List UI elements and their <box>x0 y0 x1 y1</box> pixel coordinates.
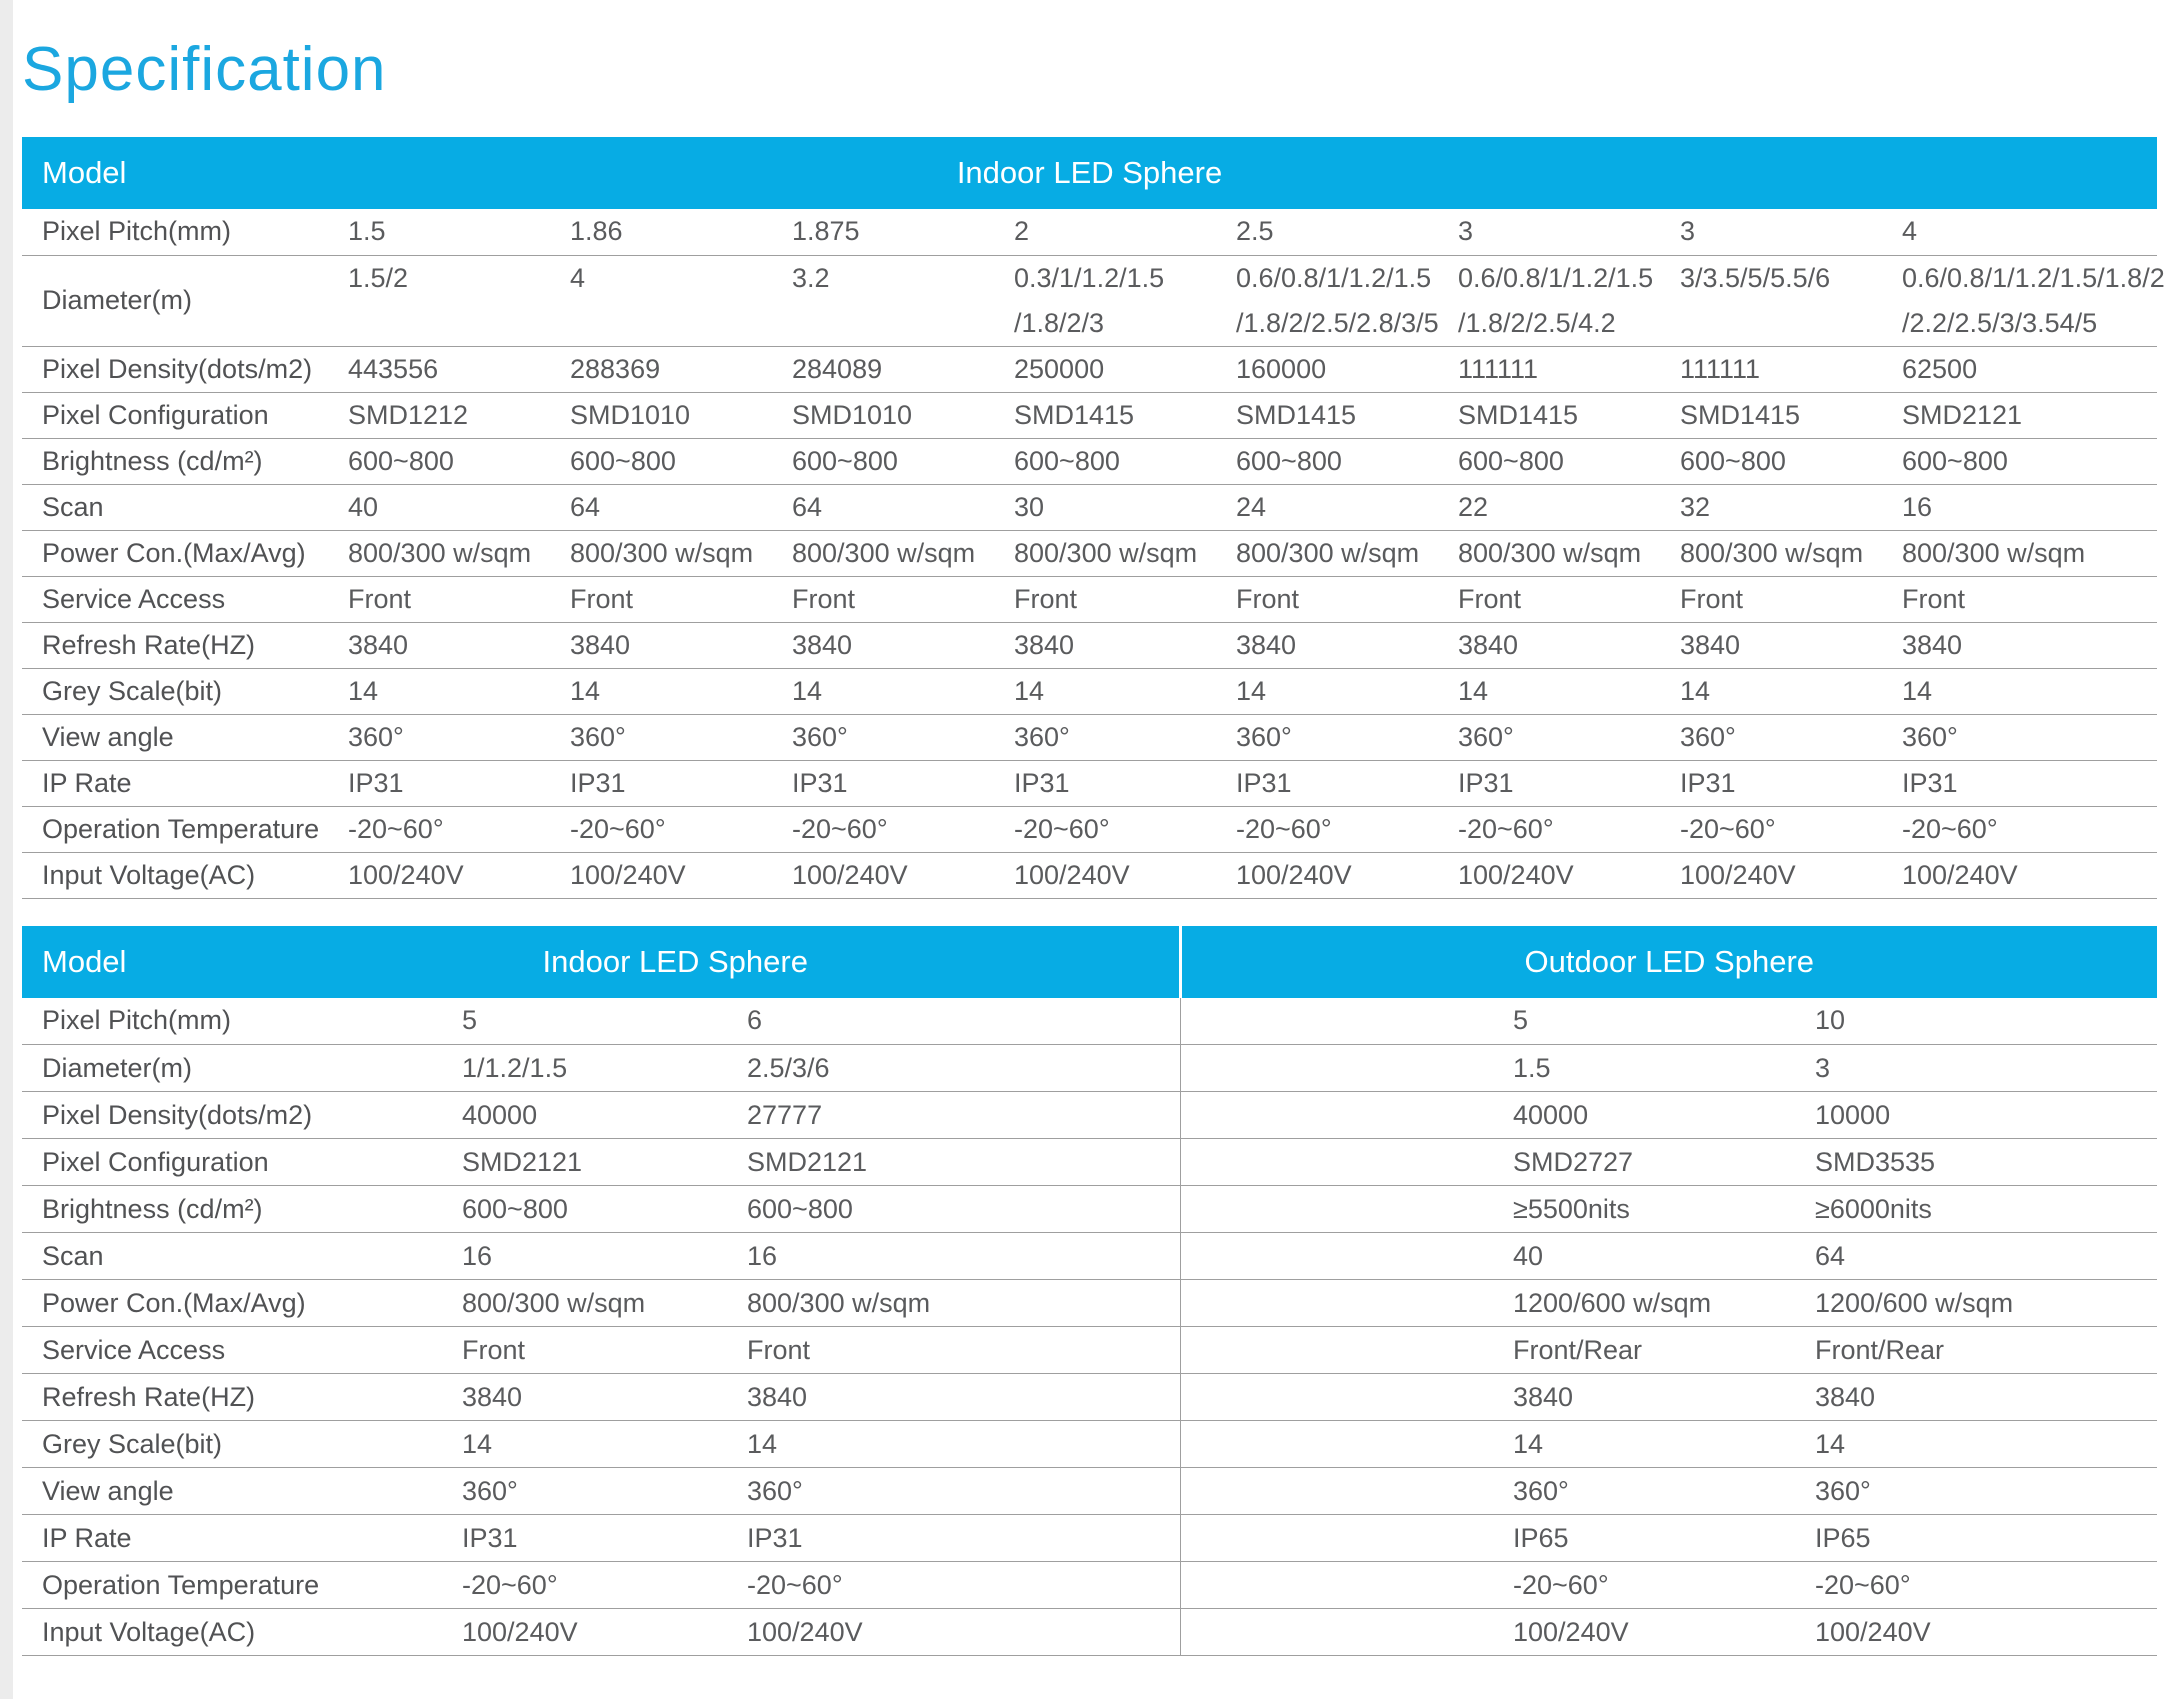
indoor-value-cell: IP31 <box>747 1515 1180 1562</box>
value-cell: Front <box>1014 576 1236 622</box>
row-label: Power Con.(Max/Avg) <box>22 530 348 576</box>
value-cell: 250000 <box>1014 346 1236 392</box>
outdoor-value-cell: ≥5500nits <box>1513 1186 1815 1233</box>
value-cell: 600~800 <box>570 438 792 484</box>
value-cell: 14 <box>1680 668 1902 714</box>
outdoor-value-cell: 1.5 <box>1513 1045 1815 1092</box>
table1-header-row <box>22 137 2157 209</box>
value-cell: Front <box>1458 576 1680 622</box>
value-cell: 100/240V <box>1458 852 1680 898</box>
outdoor-value-cell: 3 <box>1815 1045 2157 1092</box>
value-cell: 3840 <box>570 622 792 668</box>
divider-cell <box>1180 1186 1513 1233</box>
value-cell: Front <box>1902 576 2157 622</box>
divider-cell <box>1180 1280 1513 1327</box>
indoor-value-cell: 800/300 w/sqm <box>747 1280 1180 1327</box>
row-label: Scan <box>22 1233 462 1280</box>
value-cell: IP31 <box>1014 760 1236 806</box>
divider-cell <box>1180 1139 1513 1186</box>
value-cell <box>792 255 1014 346</box>
indoor-led-sphere-header: Indoor LED Sphere <box>542 943 808 979</box>
row-refresh-rate <box>22 1374 2157 1421</box>
value-cell: SMD1010 <box>570 392 792 438</box>
divider-cell <box>1180 1562 1513 1609</box>
row-pixel-pitch <box>22 209 2157 255</box>
outdoor-value-cell: 3840 <box>1513 1374 1815 1421</box>
value-cell: 800/300 w/sqm <box>1458 530 1680 576</box>
row-label: Input Voltage(AC) <box>22 1609 462 1656</box>
row-input-voltage <box>22 852 2157 898</box>
indoor-value-cell: 5 <box>462 998 747 1045</box>
value-cell: 64 <box>570 484 792 530</box>
row-service-access <box>22 1327 2157 1374</box>
divider-cell <box>1180 1468 1513 1515</box>
row-refresh-rate <box>22 622 2157 668</box>
value-cell: SMD1010 <box>792 392 1014 438</box>
outdoor-value-cell: 5 <box>1513 998 1815 1045</box>
outdoor-value-cell: IP65 <box>1513 1515 1815 1562</box>
divider-cell <box>1180 1515 1513 1562</box>
value-cell: 3840 <box>1458 622 1680 668</box>
value-cell: 600~800 <box>348 438 570 484</box>
value-cell <box>1014 255 1236 346</box>
value-line: /1.8/2/2.5/2.8/3/5 <box>1236 307 1439 338</box>
indoor-value-cell: 3840 <box>462 1374 747 1421</box>
value-cell: IP31 <box>1902 760 2157 806</box>
indoor-value-cell: 16 <box>747 1233 1180 1280</box>
value-cell: 3840 <box>1902 622 2157 668</box>
value-cell <box>1236 255 1458 346</box>
indoor-sphere-spec-table <box>22 137 2165 899</box>
value-cell: SMD2121 <box>1902 392 2157 438</box>
indoor-outdoor-spec-table <box>22 926 2157 1657</box>
value-cell: 3 <box>1458 209 1680 255</box>
row-label: Refresh Rate(HZ) <box>22 1374 462 1421</box>
outdoor-value-cell: 10000 <box>1815 1092 2157 1139</box>
outdoor-value-cell: 10 <box>1815 998 2157 1045</box>
value-cell: 360° <box>348 714 570 760</box>
row-grey-scale <box>22 668 2157 714</box>
row-power-consumption <box>22 1280 2157 1327</box>
row-label: Diameter(m) <box>22 255 348 346</box>
value-line: /2.2/2.5/3/3.54/5 <box>1902 307 2098 338</box>
outdoor-value-cell: 3840 <box>1815 1374 2157 1421</box>
row-label: Power Con.(Max/Avg) <box>22 1280 462 1327</box>
outdoor-value-cell: 14 <box>1815 1421 2157 1468</box>
model-header-label: Model <box>42 943 127 979</box>
row-label: Pixel Pitch(mm) <box>22 998 462 1045</box>
indoor-value-cell: Front <box>462 1327 747 1374</box>
value-cell: 3840 <box>792 622 1014 668</box>
indoor-value-cell: 800/300 w/sqm <box>462 1280 747 1327</box>
value-line: 0.6/0.8/1/1.2/1.5 <box>1236 262 1432 293</box>
indoor-value-cell: 27777 <box>747 1092 1180 1139</box>
divider-cell <box>1180 998 1513 1045</box>
row-diameter <box>22 255 2157 346</box>
row-label: Operation Temperature <box>22 1562 462 1609</box>
value-cell: Front <box>570 576 792 622</box>
row-label: Operation Temperature <box>22 806 348 852</box>
value-line <box>348 301 570 346</box>
value-cell: 111111 <box>1680 346 1902 392</box>
outdoor-value-cell: Front/Rear <box>1513 1327 1815 1374</box>
row-brightness <box>22 1186 2157 1233</box>
row-scan <box>22 1233 2157 1280</box>
value-line: /1.8/2/3 <box>1014 307 1105 338</box>
row-label: Grey Scale(bit) <box>22 668 348 714</box>
indoor-value-cell: -20~60° <box>747 1562 1180 1609</box>
value-cell: 14 <box>1902 668 2157 714</box>
value-cell: 100/240V <box>1680 852 1902 898</box>
value-cell: 111111 <box>1458 346 1680 392</box>
outdoor-value-cell: 40 <box>1513 1233 1815 1280</box>
value-cell <box>348 255 570 346</box>
value-cell: Front <box>348 576 570 622</box>
row-operation-temperature <box>22 1562 2157 1609</box>
indoor-value-cell: 100/240V <box>747 1609 1180 1656</box>
value-line: 3/3.5/5/5.5/6 <box>1680 262 1831 293</box>
row-pixel-configuration <box>22 392 2157 438</box>
page-edge-strip <box>0 0 13 1699</box>
indoor-value-cell: 600~800 <box>747 1186 1180 1233</box>
value-cell: 800/300 w/sqm <box>570 530 792 576</box>
value-cell: IP31 <box>792 760 1014 806</box>
value-cell <box>1902 255 2165 346</box>
value-cell: Front <box>792 576 1014 622</box>
value-cell: -20~60° <box>792 806 1014 852</box>
row-pixel-pitch <box>22 998 2157 1045</box>
value-cell: 288369 <box>570 346 792 392</box>
value-cell: 2 <box>1014 209 1236 255</box>
table2-indoor-header-cell <box>22 926 1180 998</box>
outdoor-value-cell: -20~60° <box>1815 1562 2157 1609</box>
value-cell: 600~800 <box>1902 438 2157 484</box>
outdoor-value-cell: 1200/600 w/sqm <box>1513 1280 1815 1327</box>
indoor-value-cell: IP31 <box>462 1515 747 1562</box>
value-cell: -20~60° <box>1902 806 2157 852</box>
row-label: Refresh Rate(HZ) <box>22 622 348 668</box>
value-cell: 284089 <box>792 346 1014 392</box>
value-line <box>1680 301 1902 346</box>
indoor-led-sphere-header: Indoor LED Sphere <box>956 155 1223 190</box>
value-cell: SMD1415 <box>1458 392 1680 438</box>
row-view-angle <box>22 714 2157 760</box>
row-label: Input Voltage(AC) <box>22 852 348 898</box>
value-cell: Front <box>1680 576 1902 622</box>
value-cell: IP31 <box>570 760 792 806</box>
indoor-value-cell: Front <box>747 1327 1180 1374</box>
value-cell: 3840 <box>348 622 570 668</box>
row-service-access <box>22 576 2157 622</box>
row-label: Service Access <box>22 576 348 622</box>
value-cell: 100/240V <box>1236 852 1458 898</box>
value-cell: 800/300 w/sqm <box>1236 530 1458 576</box>
outdoor-value-cell: 360° <box>1513 1468 1815 1515</box>
value-cell: 14 <box>1236 668 1458 714</box>
indoor-value-cell: 3840 <box>747 1374 1180 1421</box>
value-cell: SMD1415 <box>1014 392 1236 438</box>
value-cell: 3840 <box>1014 622 1236 668</box>
value-cell <box>1458 255 1680 346</box>
value-cell: -20~60° <box>1680 806 1902 852</box>
divider-cell <box>1180 1609 1513 1656</box>
row-label: Diameter(m) <box>22 1045 462 1092</box>
divider-cell <box>1180 1327 1513 1374</box>
model-header-label: Model <box>42 155 127 190</box>
divider-cell <box>1180 1374 1513 1421</box>
value-cell: 22 <box>1458 484 1680 530</box>
indoor-value-cell: SMD2121 <box>462 1139 747 1186</box>
value-cell: 360° <box>1236 714 1458 760</box>
value-cell: 16 <box>1902 484 2157 530</box>
value-cell: 600~800 <box>1014 438 1236 484</box>
row-pixel-density <box>22 346 2157 392</box>
page-title: Specification <box>22 35 387 104</box>
value-cell: 40 <box>348 484 570 530</box>
outdoor-value-cell: 100/240V <box>1815 1609 2157 1656</box>
value-cell: 600~800 <box>792 438 1014 484</box>
value-cell: 2.5 <box>1236 209 1458 255</box>
outdoor-value-cell: 64 <box>1815 1233 2157 1280</box>
value-cell <box>570 255 792 346</box>
value-line: 3.2 <box>792 262 830 293</box>
value-line: 0.6/0.8/1/1.2/1.5/1.8/2 <box>1902 262 2165 293</box>
row-label: Pixel Density(dots/m2) <box>22 346 348 392</box>
outdoor-value-cell: Front/Rear <box>1815 1327 2157 1374</box>
indoor-value-cell: 360° <box>747 1468 1180 1515</box>
value-cell: -20~60° <box>570 806 792 852</box>
value-cell: 14 <box>570 668 792 714</box>
outdoor-value-cell: 100/240V <box>1513 1609 1815 1656</box>
row-label: Brightness (cd/m²) <box>22 1186 462 1233</box>
indoor-value-cell: 100/240V <box>462 1609 747 1656</box>
value-cell: 100/240V <box>792 852 1014 898</box>
value-cell <box>1680 255 1902 346</box>
row-label: IP Rate <box>22 1515 462 1562</box>
row-pixel-density <box>22 1092 2157 1139</box>
value-cell: 100/240V <box>570 852 792 898</box>
indoor-value-cell: 14 <box>462 1421 747 1468</box>
value-cell: 4 <box>1902 209 2157 255</box>
value-cell: 360° <box>1902 714 2157 760</box>
value-cell: 3840 <box>1236 622 1458 668</box>
value-cell: 14 <box>1014 668 1236 714</box>
value-cell: IP31 <box>1680 760 1902 806</box>
row-grey-scale <box>22 1421 2157 1468</box>
table2-header-row <box>22 926 2157 998</box>
row-power-consumption <box>22 530 2157 576</box>
indoor-value-cell: SMD2121 <box>747 1139 1180 1186</box>
value-cell: 30 <box>1014 484 1236 530</box>
row-input-voltage <box>22 1609 2157 1656</box>
value-cell: 360° <box>1014 714 1236 760</box>
outdoor-value-cell: 360° <box>1815 1468 2157 1515</box>
row-pixel-configuration <box>22 1139 2157 1186</box>
value-line: 0.3/1/1.2/1.5 <box>1014 262 1165 293</box>
outdoor-value-cell: 14 <box>1513 1421 1815 1468</box>
value-cell: 800/300 w/sqm <box>1680 530 1902 576</box>
row-label: View angle <box>22 714 348 760</box>
row-label: Pixel Density(dots/m2) <box>22 1092 462 1139</box>
value-cell: 100/240V <box>348 852 570 898</box>
value-cell: 3 <box>1680 209 1902 255</box>
outdoor-value-cell: ≥6000nits <box>1815 1186 2157 1233</box>
row-label: Grey Scale(bit) <box>22 1421 462 1468</box>
value-cell: 1.86 <box>570 209 792 255</box>
row-label: Pixel Configuration <box>22 1139 462 1186</box>
value-cell: 800/300 w/sqm <box>792 530 1014 576</box>
row-label: Scan <box>22 484 348 530</box>
value-cell: 600~800 <box>1236 438 1458 484</box>
value-cell: 360° <box>1458 714 1680 760</box>
value-cell: -20~60° <box>348 806 570 852</box>
value-cell: -20~60° <box>1236 806 1458 852</box>
row-ip-rate <box>22 760 2157 806</box>
indoor-value-cell: 14 <box>747 1421 1180 1468</box>
indoor-value-cell: 360° <box>462 1468 747 1515</box>
value-cell: 160000 <box>1236 346 1458 392</box>
spec-page <box>22 0 2165 1656</box>
outdoor-value-cell: 40000 <box>1513 1092 1815 1139</box>
divider-cell <box>1180 1045 1513 1092</box>
value-line: /1.8/2/2.5/4.2 <box>1458 307 1616 338</box>
value-cell: 1.5 <box>348 209 570 255</box>
row-operation-temperature <box>22 806 2157 852</box>
outdoor-value-cell: IP65 <box>1815 1515 2157 1562</box>
value-cell: 360° <box>1680 714 1902 760</box>
outdoor-value-cell: SMD2727 <box>1513 1139 1815 1186</box>
row-view-angle <box>22 1468 2157 1515</box>
indoor-value-cell: 600~800 <box>462 1186 747 1233</box>
value-cell: IP31 <box>1458 760 1680 806</box>
value-cell: 1.875 <box>792 209 1014 255</box>
value-cell: -20~60° <box>1014 806 1236 852</box>
value-cell: 14 <box>792 668 1014 714</box>
table1-header-cell <box>22 137 2157 209</box>
divider-cell <box>1180 1421 1513 1468</box>
indoor-value-cell: 6 <box>747 998 1180 1045</box>
value-cell: SMD1415 <box>1680 392 1902 438</box>
value-cell: 600~800 <box>1458 438 1680 484</box>
value-cell: 360° <box>792 714 1014 760</box>
indoor-value-cell: -20~60° <box>462 1562 747 1609</box>
value-line <box>792 301 1014 346</box>
row-label: Service Access <box>22 1327 462 1374</box>
outdoor-value-cell: SMD3535 <box>1815 1139 2157 1186</box>
value-cell: 14 <box>1458 668 1680 714</box>
value-cell: IP31 <box>348 760 570 806</box>
value-line <box>570 301 792 346</box>
value-cell: 14 <box>348 668 570 714</box>
row-diameter <box>22 1045 2157 1092</box>
value-cell: 800/300 w/sqm <box>1014 530 1236 576</box>
indoor-value-cell: 2.5/3/6 <box>747 1045 1180 1092</box>
value-cell: 600~800 <box>1680 438 1902 484</box>
outdoor-led-sphere-header: Outdoor LED Sphere <box>1524 943 1815 979</box>
value-line: 1.5/2 <box>348 262 409 293</box>
value-cell: 100/240V <box>1902 852 2157 898</box>
value-cell: SMD1415 <box>1236 392 1458 438</box>
outdoor-value-cell: 1200/600 w/sqm <box>1815 1280 2157 1327</box>
row-ip-rate <box>22 1515 2157 1562</box>
row-label: View angle <box>22 1468 462 1515</box>
indoor-value-cell: 40000 <box>462 1092 747 1139</box>
indoor-value-cell: 16 <box>462 1233 747 1280</box>
value-cell: 443556 <box>348 346 570 392</box>
value-cell: SMD1212 <box>348 392 570 438</box>
divider-cell <box>1180 1233 1513 1280</box>
value-cell: 24 <box>1236 484 1458 530</box>
value-cell: -20~60° <box>1458 806 1680 852</box>
row-label: Pixel Configuration <box>22 392 348 438</box>
row-scan <box>22 484 2157 530</box>
row-label: IP Rate <box>22 760 348 806</box>
value-cell: 100/240V <box>1014 852 1236 898</box>
value-line: 4 <box>570 262 586 293</box>
outdoor-value-cell: -20~60° <box>1513 1562 1815 1609</box>
indoor-value-cell: 1/1.2/1.5 <box>462 1045 747 1092</box>
table2-outdoor-header-cell <box>1180 926 2157 998</box>
value-line: 0.6/0.8/1/1.2/1.5 <box>1458 262 1654 293</box>
divider-cell <box>1180 1092 1513 1139</box>
value-cell: IP31 <box>1236 760 1458 806</box>
value-cell: 3840 <box>1680 622 1902 668</box>
row-label: Pixel Pitch(mm) <box>22 209 348 255</box>
row-label: Brightness (cd/m²) <box>22 438 348 484</box>
value-cell: 62500 <box>1902 346 2157 392</box>
value-cell: 800/300 w/sqm <box>1902 530 2157 576</box>
value-cell: 800/300 w/sqm <box>348 530 570 576</box>
value-cell: 32 <box>1680 484 1902 530</box>
row-brightness <box>22 438 2157 484</box>
value-cell: Front <box>1236 576 1458 622</box>
value-cell: 64 <box>792 484 1014 530</box>
value-cell: 360° <box>570 714 792 760</box>
